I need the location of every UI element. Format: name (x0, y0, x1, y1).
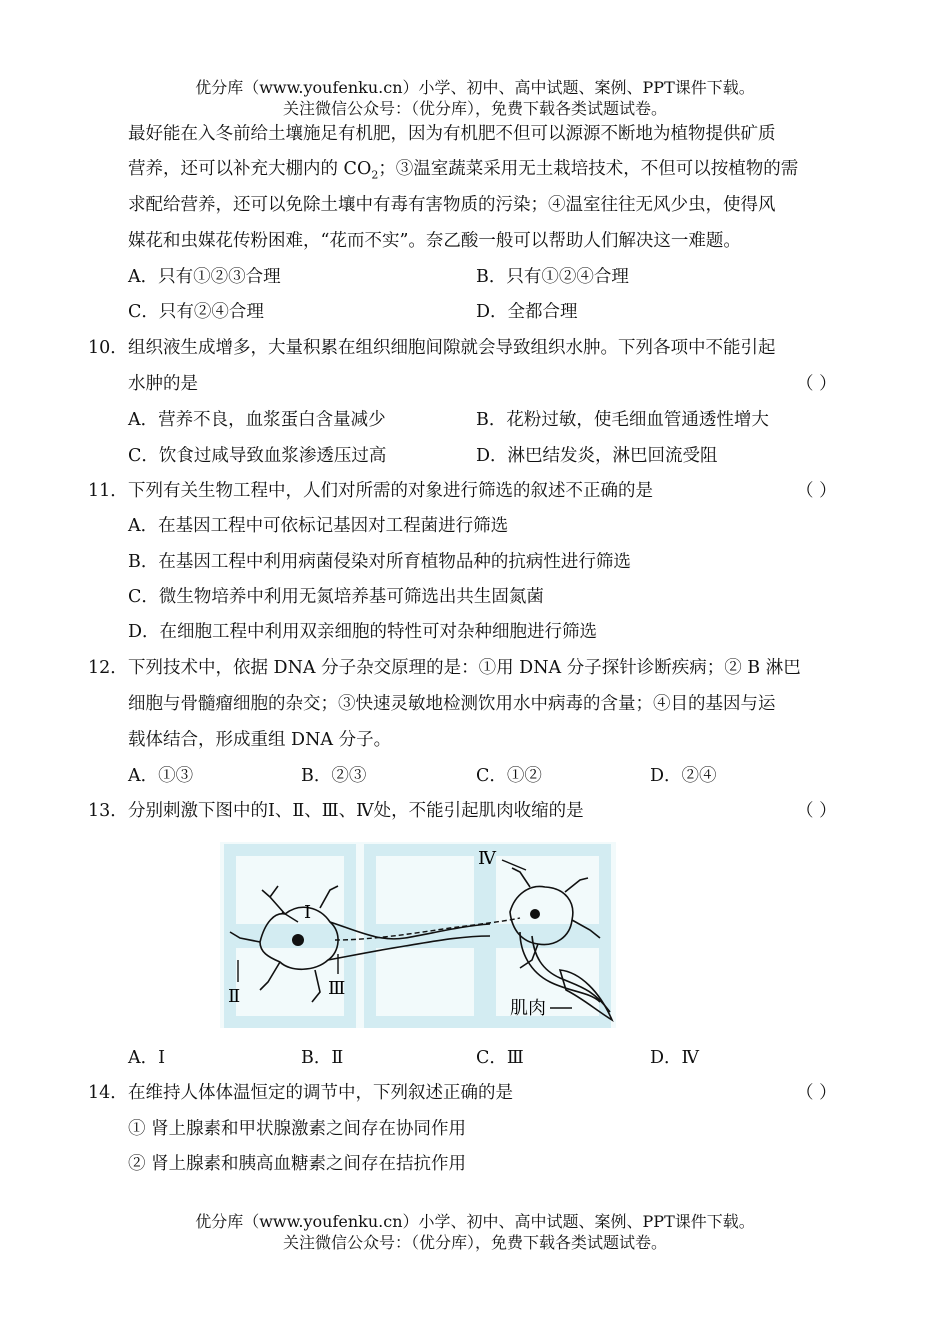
q9-line2b: ；③温室蔬菜采用无土栽培技术，不但可以按植物的需 (378, 159, 799, 179)
page-footer-line2: 关注微信公众号：（优分库），免费下载各类试题试卷。 (282, 1233, 667, 1252)
q9-line2a: 营养，还可以补充大棚内的 CO (128, 159, 372, 179)
co2-subscript: 2 (371, 168, 379, 182)
label-III: Ⅲ (328, 978, 346, 999)
q13-option-d: D．Ⅳ (650, 1048, 700, 1068)
q10-line1: 组织液生成增多，大量积累在组织细胞间隙就会导致组织水肿。下列各项中不能引起 (128, 338, 776, 358)
q12-line1: 下列技术中，依据 DNA 分子杂交原理的是：①用 DNA 分子探针诊断疾病；② B 淋巴 (128, 658, 801, 678)
q9-option-b: B．只有①②④合理 (476, 267, 629, 287)
q9-line3: 求配给营养，还可以免除土壤中有毒有害物质的污染；④温室往往无风少虫，使得风 (128, 195, 776, 215)
q14-answer-blank: （ ） (796, 1083, 837, 1103)
q11-answer-blank: （ ） (796, 481, 837, 501)
label-I: Ⅰ (304, 902, 312, 923)
q11-line1: 下列有关生物工程中，人们对所需的对象进行筛选的叙述不正确的是 (128, 481, 653, 501)
q10-option-a: A．营养不良，血浆蛋白含量减少 (128, 410, 386, 430)
q12-option-c: C．①② (476, 766, 542, 786)
q13-option-a: A．Ⅰ (128, 1048, 166, 1068)
q12-option-a: A．①③ (128, 766, 194, 786)
label-muscle: 肌肉 (510, 998, 546, 1019)
q14-statement-2: ② 肾上腺素和胰高血糖素之间存在拮抗作用 (128, 1154, 467, 1174)
label-II: Ⅱ (228, 986, 241, 1007)
q9-line2 (128, 157, 798, 188)
q12-line2: 细胞与骨髓瘤细胞的杂交；③快速灵敏地检测饮用水中病毒的含量；④目的基因与运 (128, 694, 776, 714)
page-header-line1: 优分库（www.youfenku.cn）小学、初中、高中试题、案例、PPT课件下载。 (195, 78, 755, 97)
q10-option-b: B．花粉过敏，使毛细血管通透性增大 (476, 410, 769, 430)
q12-option-b: B．②③ (301, 766, 367, 786)
q9-option-a: A．只有①②③合理 (128, 267, 281, 287)
q11-option-c: C．微生物培养中利用无氮培养基可筛选出共生固氮菌 (128, 587, 544, 607)
page-footer-line1: 优分库（www.youfenku.cn）小学、初中、高中试题、案例、PPT课件下载。 (195, 1212, 755, 1231)
q10-option-d: D．淋巴结发炎，淋巴回流受阻 (476, 446, 718, 466)
q11-option-a: A．在基因工程中可依标记基因对工程菌进行筛选 (128, 516, 509, 536)
q10-number: 10． (88, 338, 128, 358)
q14-number: 14． (88, 1083, 128, 1103)
q13-option-b: B．Ⅱ (301, 1048, 344, 1068)
q9-option-c: C．只有②④合理 (128, 302, 264, 322)
right-nucleus (530, 909, 540, 919)
q10-option-c: C．饮食过咸导致血浆渗透压过高 (128, 446, 387, 466)
q9-line1: 最好能在入冬前给土壤施足有机肥，因为有机肥不但可以源源不断地为植物提供矿质 (128, 124, 776, 144)
q10-answer-blank: （ ） (796, 374, 837, 394)
q12-line3: 载体结合，形成重组 DNA 分子。 (128, 730, 392, 750)
page-header-line2: 关注微信公众号：（优分库），免费下载各类试题试卷。 (282, 99, 667, 118)
q13-answer-blank: （ ） (796, 801, 837, 821)
q13-number: 13． (88, 801, 128, 821)
neuron-muscle-diagram (220, 842, 620, 1030)
q14-statement-1: ① 肾上腺素和甲状腺激素之间存在协同作用 (128, 1119, 467, 1139)
left-nucleus (292, 934, 304, 946)
q9-option-d: D．全都合理 (476, 302, 578, 322)
q11-option-b: B．在基因工程中利用病菌侵染对所育植物品种的抗病性进行筛选 (128, 552, 631, 572)
q12-number: 12． (88, 658, 128, 678)
q11-option-d: D．在细胞工程中利用双亲细胞的特性可对杂种细胞进行筛选 (128, 622, 598, 642)
q10-line2: 水肿的是 (128, 374, 198, 394)
q12-option-d: D．②④ (650, 766, 717, 786)
q11-number: 11． (88, 481, 128, 501)
q13-line1: 分别刺激下图中的Ⅰ、Ⅱ、Ⅲ、Ⅳ处，不能引起肌肉收缩的是 (128, 801, 584, 821)
q9-line4: 媒花和虫媒花传粉困难，“花而不实”。奈乙酸一般可以帮助人们解决这一难题。 (128, 231, 741, 251)
label-IV: Ⅳ (478, 848, 496, 869)
q14-line1: 在维持人体体温恒定的调节中，下列叙述正确的是 (128, 1083, 513, 1103)
q13-option-c: C．Ⅲ (476, 1048, 524, 1068)
